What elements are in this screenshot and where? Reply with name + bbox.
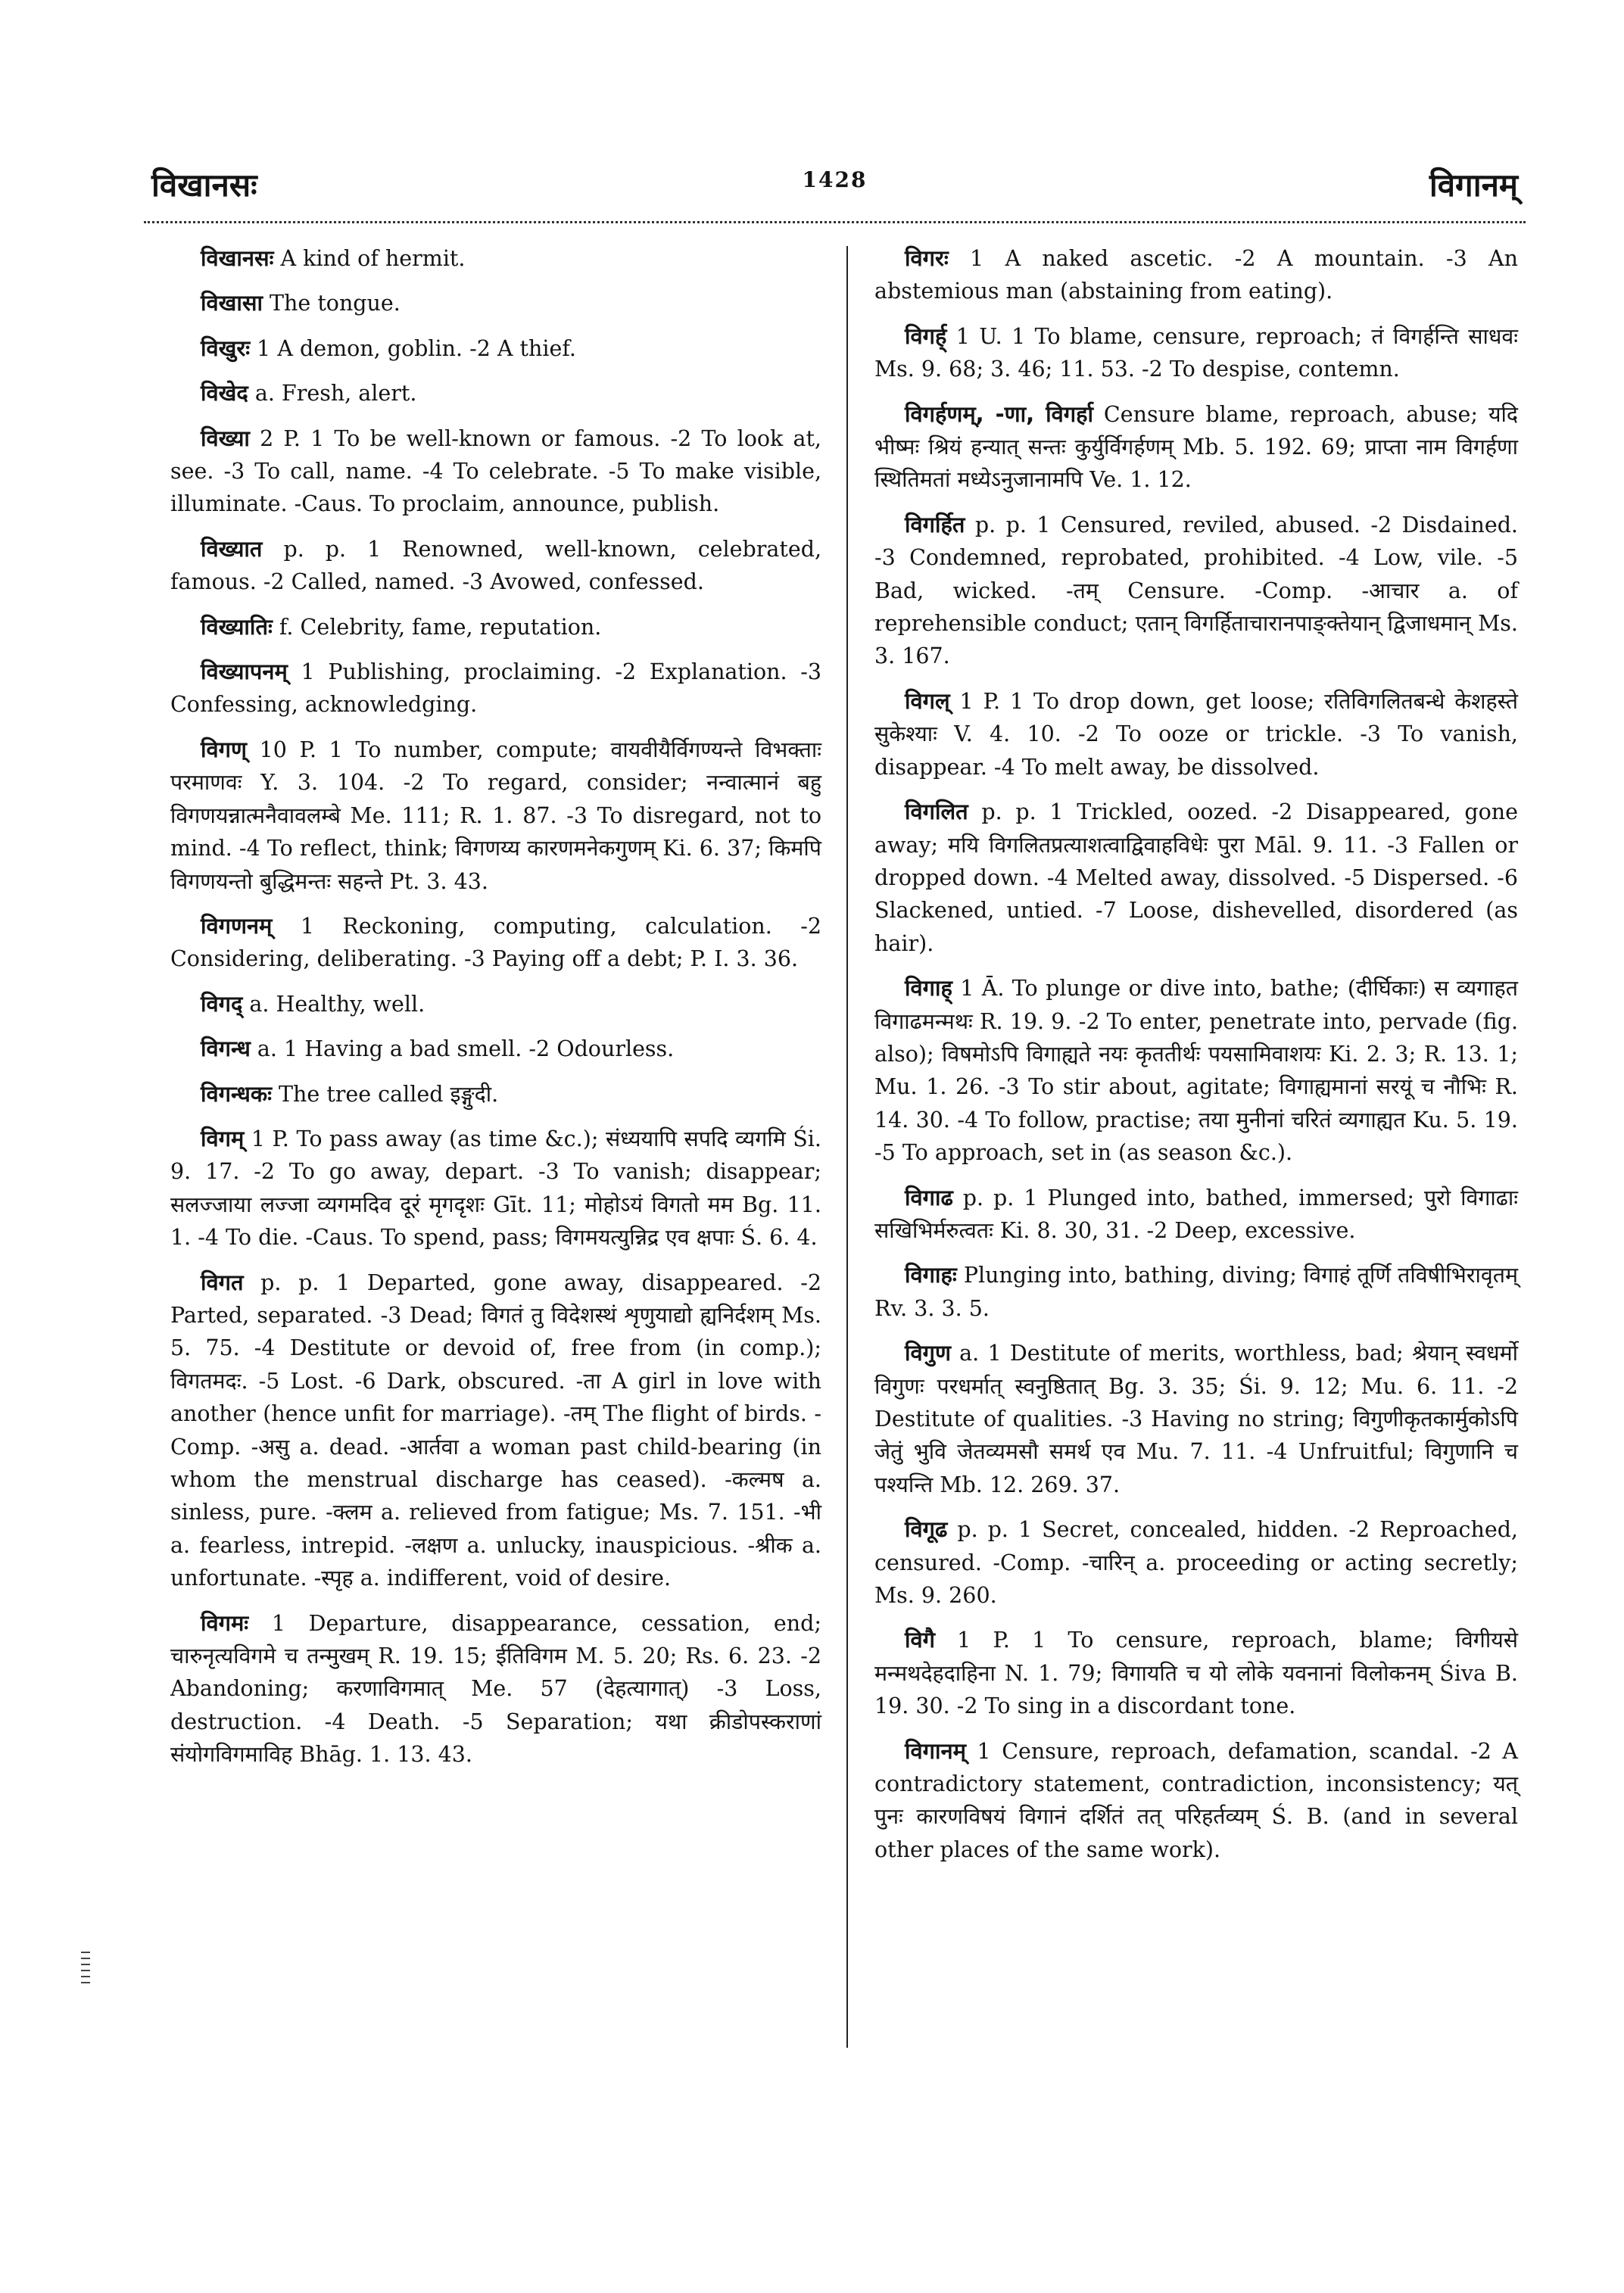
entry-definition: p. p. 1 Plunged into, bathed, immersed; पुरो विगाढाः सखिभिर्मरुत्वतः Ki. 8. 30, 31. -2 Deep, excessive. — [874, 1185, 1518, 1243]
dictionary-entry — [170, 1607, 821, 1771]
entry-definition: 1 A demon, goblin. -2 A thief. — [250, 335, 576, 361]
left-column — [170, 242, 821, 1784]
entry-definition: 1 A naked ascetic. -2 A mountain. -3 An abstemious man (abstaining from eating). — [874, 246, 1518, 304]
entry-headword: विगण् — [201, 736, 247, 762]
entry-definition: A kind of hermit. — [273, 246, 466, 271]
left-guide-word: विखानसः — [151, 167, 257, 204]
dictionary-entry — [170, 611, 821, 643]
entry-definition: 1 P. 1 To censure, reproach, blame; विगीयसे मन्मथदेहदाहिना N. 1. 79; विगायति च यो लोके यवनानां विलोकनम् Śiva B. 19. 30. -2 To sing in a discordant tone. — [874, 1628, 1518, 1719]
entry-headword: विगन्ध — [201, 1036, 251, 1062]
header-rule — [144, 221, 1526, 223]
dictionary-entry — [874, 1182, 1518, 1248]
margin-tick-marks — [81, 1952, 92, 1988]
entry-headword: विगम् — [201, 1125, 245, 1151]
entry-definition: 1 P. 1 To drop down, get loose; रतिविगलितबन्धे केशहस्ते सुकेश्याः V. 4. 10. -2 To ooze or trickle. -3 To vanish, disappear. -4 To melt away, be dissolved. — [874, 688, 1518, 780]
entry-headword: विगन्धकः — [201, 1080, 272, 1107]
dictionary-entry — [874, 242, 1518, 308]
entry-definition: 10 P. 1 To number, compute; वायवीयैर्विगण्यन्ते विभक्ताः परमाणवः Y. 3. 104. -2 To regard, consider; नन्वात्मानं बहु विगणयन्नात्मनैवावलम्बे Me. 111; R. 1. 87. -3 To disregard, not to mind. -4 To reflect, think; विगणय्य कारणमनेकगुणम् Ki. 6. 37; किमपि विगणयन्तो बुद्धिमन्तः सहन्ते Pt. 3. 43. — [170, 737, 821, 894]
dictionary-entry — [170, 377, 821, 410]
dictionary-entry — [874, 320, 1518, 386]
entry-definition: a. 1 Having a bad smell. -2 Odourless. — [250, 1036, 675, 1062]
dictionary-entry — [874, 1259, 1518, 1325]
dictionary-entry — [874, 1735, 1518, 1867]
right-column — [874, 242, 1518, 1878]
dictionary-entry — [170, 242, 821, 275]
entry-headword: विगाह् — [905, 975, 952, 1002]
entry-definition: p. p. 1 Renowned, well-known, celebrated, famous. -2 Called, named. -3 Avowed, confessed. — [170, 536, 821, 595]
entry-headword: विख्यापनम् — [201, 659, 288, 685]
entry-definition: 1 Departure, disappearance, cessation, end; चारुनृत्यविगमे च तन्मुखम् R. 19. 15; ईतिविगम M. 5. 20; Rs. 6. 23. -2 Abandoning; करणाविगमात् Me. 57 (देहत्यागात्) -3 Loss, destruction. -4 Death. -5 Separation; यथा क्रीडोपस्कराणां संयोगविगमाविह Bhāg. 1. 13. 43. — [170, 1610, 821, 1768]
dictionary-entry — [874, 509, 1518, 673]
dictionary-entry — [874, 1513, 1518, 1612]
column-divider — [846, 246, 848, 2048]
entry-headword: विगल् — [905, 687, 950, 714]
entry-headword: विगमः — [201, 1609, 249, 1636]
entry-headword: विगरः — [905, 245, 949, 271]
dictionary-entry — [170, 734, 821, 898]
entry-headword: विखेद — [201, 380, 248, 407]
entry-headword: विगर्हणम्, -णा, विगर्हा — [905, 400, 1093, 427]
entry-headword: विगर्ह् — [905, 322, 947, 349]
dictionary-entry — [170, 988, 821, 1020]
dictionary-entry — [170, 1123, 821, 1254]
dictionary-entry — [170, 656, 821, 721]
right-guide-word: विगानम् — [1429, 167, 1518, 204]
entry-definition: 1 Ā. To plunge or dive into, bathe; (दीर्घिकाः) स व्यगाहत विगाढमन्मथः R. 19. 9. -2 To enter, penetrate into, pervade (fig. also); विषमोऽपि विगाह्यते नयः कृततीर्थः पयसामिवाशयः Ki. 2. 3; R. 13. 1; Mu. 1. 26. -3 To stir about, agitate; विगाह्यमानां सरयूं च नौभिः R. 14. 30. -4 To follow, practise; तया मुनीनां चरितं व्यगाह्यत Ku. 5. 19. -5 To approach, set in (as season &c.). — [874, 976, 1518, 1166]
entry-headword: विगै — [905, 1627, 935, 1653]
entry-definition: The tongue. — [262, 291, 401, 316]
dictionary-entry — [874, 796, 1518, 960]
dictionary-entry — [170, 422, 821, 521]
entry-definition: 1 U. 1 To blame, censure, reproach; तं विगर्हन्ति साधवः Ms. 9. 68; 3. 46; 11. 53. -2 To despise, contemn. — [874, 323, 1518, 382]
entry-definition: p. p. 1 Censured, reviled, abused. -2 Disdained. -3 Condemned, reprobated, prohibited. -4 Low, vile. -5 Bad, wicked. -तम् Censure. -Comp. -आचार a. of reprehensible conduct; एतान् विगर्हिताचारानपाङ्क्तेयान् द्विजाधमान् Ms. 3. 167. — [874, 512, 1518, 669]
dictionary-entry — [170, 1078, 821, 1111]
entry-headword: विगणनम् — [201, 912, 273, 939]
entry-definition: f. Celebrity, fame, reputation. — [272, 614, 602, 640]
entry-definition: p. p. 1 Secret, concealed, hidden. -2 Reproached, censured. -Comp. -चारिन् a. proceeding or acting secretly; Ms. 9. 260. — [874, 1517, 1518, 1609]
entry-definition: Plunging into, bathing, diving; विगाहं तूर्णि तविषीभिरावृतम् Rv. 3. 3. 5. — [874, 1263, 1518, 1321]
dictionary-entry — [170, 1033, 821, 1065]
entry-headword: विगर्हित — [905, 511, 965, 537]
entry-headword: विगुण — [905, 1340, 951, 1366]
entry-headword: विख्यातिः — [201, 613, 273, 640]
entry-headword: विगलित — [905, 799, 968, 825]
dictionary-entry — [170, 287, 821, 319]
dictionary-entry — [170, 332, 821, 365]
entry-headword: विगद् — [201, 990, 243, 1017]
entry-definition: 2 P. 1 To be well-known or famous. -2 To look at, see. -3 To call, name. -4 To celebrate. -5 To make visible, illuminate. -Caus. To proclaim, announce, publish. — [170, 425, 821, 517]
entry-definition: The tree called इङ्गुदी. — [271, 1081, 499, 1107]
entry-definition: p. p. 1 Departed, gone away, disappeared. -2 Parted, separated. -3 Dead; विगतं तु विदेशस्थं शृणुयाद्यो ह्यनिर्दशम् Ms. 5. 75. -4 Destitute or devoid of, free from (in comp.); विगतमदः. -5 Lost. -6 Dark, obscured. -ता A girl in love with another (hence unfit for marriage). -तम् The flight of birds. -Comp. -असु a. dead. -आर्तवा a woman past child-bearing (in whom the menstrual discharge has ceased). -कल्मष a. sinless, pure. -क्लम a. relieved from fatigue; Ms. 7. 151. -भी a. fearless, intrepid. -लक्षण a. unlucky, inauspicious. -श्रीक a. unfortunate. -स्पृह a. indifferent, void of desire. — [170, 1270, 821, 1591]
entry-definition: a. Fresh, alert. — [248, 381, 417, 407]
entry-headword: विखुरः — [201, 335, 251, 361]
entry-headword: विगत — [201, 1269, 244, 1295]
entry-definition: 1 Censure, reproach, defamation, scandal. -2 A contradictory statement, contradiction, inconsistency; यत् पुनः कारणविषयं विगानं दर्शितं तत् परिहर्तव्यम् Ś. B. (and in several other places of the same work). — [874, 1738, 1518, 1862]
page-number: 1428 — [802, 167, 868, 192]
dictionary-entry — [874, 1624, 1518, 1722]
dictionary-entry — [170, 533, 821, 599]
entry-headword: विगूढ — [905, 1516, 948, 1543]
dictionary-entry — [874, 398, 1518, 497]
dictionary-entry — [170, 1266, 821, 1595]
entry-definition: p. p. 1 Trickled, oozed. -2 Disappeared, gone away; मयि विगलितप्रत्याशत्वाद्विवाहविधेः पुरा Māl. 9. 11. -3 Fallen or dropped down. -4 Melted away, dissolved. -5 Dispersed. -6 Slackened, untied. -7 Loose, dishevelled, disordered (as hair). — [874, 799, 1518, 956]
entry-definition: a. Healthy, well. — [242, 991, 425, 1017]
entry-definition: Censure blame, reproach, abuse; यदि भीष्मः श्रियं हन्यात् सन्तः कुर्युर्विगर्हणम् Mb. 5. 192. 69; प्राप्ता नाम विगर्हणा स्थितिमतां मध्येऽनुजानामपि Ve. 1. 12. — [874, 401, 1518, 493]
entry-definition: 1 P. To pass away (as time &c.); संध्ययापि सपदि व्यगमि Śi. 9. 17. -2 To go away, depart. -3 To vanish; disappear; सलज्जाया लज्जा व्यगमदिव दूरं मृगदृशः Gīt. 11; मोहोऽयं विगतो मम Bg. 11. 1. -4 To die. -Caus. To spend, pass; विगमयत्युन्निद्र एव क्षपाः Ś. 6. 4. — [170, 1126, 821, 1251]
entry-headword: विखानसः — [201, 245, 274, 271]
entry-definition: 1 Publishing, proclaiming. -2 Explanation. -3 Confessing, acknowledging. — [170, 659, 821, 718]
entry-headword: विगाहः — [905, 1262, 957, 1288]
entry-headword: विख्या — [201, 425, 250, 451]
dictionary-entry — [874, 685, 1518, 784]
entry-headword: विगाढ — [905, 1184, 953, 1210]
entry-headword: विगानम् — [905, 1737, 966, 1764]
dictionary-entry — [170, 910, 821, 976]
dictionary-entry — [874, 972, 1518, 1169]
entry-definition: a. 1 Destitute of merits, worthless, bad; श्रेयान् स्वधर्मो विगुणः परधर्मात् स्वनुष्ठितात् Bg. 3. 35; Śi. 9. 12; Mu. 6. 11. -2 Destitute of qualities. -3 Having no string; विगुणीकृतकार्मुकोऽपि जेतुं भुवि जेतव्यमसौ समर्थ एव Mu. 7. 11. -4 Unfruitful; विगुणानि च पश्यन्ति Mb. 12. 269. 37. — [874, 1341, 1518, 1497]
page-header — [151, 163, 1518, 216]
dictionary-entry — [874, 1337, 1518, 1501]
entry-headword: विख्यात — [201, 535, 263, 562]
entry-headword: विखासा — [201, 290, 263, 316]
entry-definition: 1 Reckoning, computing, calculation. -2 Considering, deliberating. -3 Paying off a debt; P. I. 3. 36. — [170, 913, 821, 972]
